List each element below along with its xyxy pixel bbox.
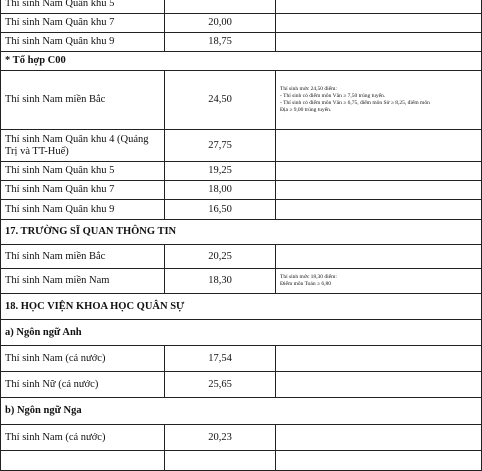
table-row xyxy=(1,200,482,220)
score-cell: 17,54 xyxy=(165,346,276,372)
score-cell: 18,00 xyxy=(165,181,276,200)
table-row xyxy=(1,425,482,451)
table-row xyxy=(1,181,482,200)
candidate-group-cell xyxy=(1,451,165,471)
note-cell xyxy=(276,346,482,372)
score-cell xyxy=(165,0,276,14)
score-cell: 18,30 xyxy=(165,269,276,294)
candidate-group-cell: Thí sinh Nam miền Bắc xyxy=(1,71,165,130)
note-cell xyxy=(276,14,482,33)
table-row xyxy=(1,71,482,130)
candidate-group-cell: Thí sinh Nam (cả nước) xyxy=(1,425,165,451)
candidate-group-cell: Thí sinh Nam Quân khu 9 xyxy=(1,33,165,52)
table-row xyxy=(1,245,482,269)
section-title: * Tổ hợp C00 xyxy=(1,52,482,71)
note-cell xyxy=(276,33,482,52)
candidate-group-cell: Thí sinh Nữ (cả nước) xyxy=(1,372,165,398)
section-title: a) Ngôn ngữ Anh xyxy=(1,320,482,346)
note-cell xyxy=(276,245,482,269)
score-cell: 27,75 xyxy=(165,130,276,162)
score-cell: 19,25 xyxy=(165,162,276,181)
table-row xyxy=(1,451,482,471)
note-line: Thí sinh mức 18,30 điểm: xyxy=(280,274,337,280)
note-cell xyxy=(276,425,482,451)
score-cell: 16,50 xyxy=(165,200,276,220)
table-row xyxy=(1,130,482,162)
note-line: - Thí sinh có điểm môn Văn ≥ 6,75, điểm môn Sử ≥ 8,25, điểm môn xyxy=(280,100,430,106)
section-header-row xyxy=(1,294,482,320)
note-cell xyxy=(276,372,482,398)
note-line: - Thí sinh có điểm môn Văn ≥ 7,50 trúng tuyển. xyxy=(280,93,386,99)
table-row xyxy=(1,33,482,52)
score-cell: 20,23 xyxy=(165,425,276,451)
section-header-row xyxy=(1,220,482,245)
score-cell: 24,50 xyxy=(165,71,276,130)
candidate-group-cell: Thí sinh Nam (cả nước) xyxy=(1,346,165,372)
candidate-group-cell: Thí sinh Nam miền Nam xyxy=(1,269,165,294)
section-title: 18. HỌC VIỆN KHOA HỌC QUÂN SỰ xyxy=(1,294,482,320)
section-header-row xyxy=(1,52,482,71)
note-cell xyxy=(276,0,482,14)
score-cell xyxy=(165,451,276,471)
table-row xyxy=(1,372,482,398)
candidate-group-cell: Thí sinh Nam Quân khu 5 xyxy=(1,0,165,14)
candidate-group-cell: Thí sinh Nam miền Bắc xyxy=(1,245,165,269)
candidate-group-cell: Thí sinh Nam Quân khu 7 xyxy=(1,181,165,200)
note-cell xyxy=(276,269,482,294)
section-header-row xyxy=(1,398,482,425)
note-cell xyxy=(276,130,482,162)
candidate-group-cell: Thí sinh Nam Quân khu 5 xyxy=(1,162,165,181)
note-cell xyxy=(276,181,482,200)
candidate-group-cell: Thí sinh Nam Quân khu 4 (Quảng Trị và TT-Huế) xyxy=(1,130,165,162)
table-body xyxy=(1,0,482,471)
note-cell xyxy=(276,71,482,130)
score-cell: 25,65 xyxy=(165,372,276,398)
section-title: 17. TRƯỜNG SĨ QUAN THÔNG TIN xyxy=(1,220,482,245)
score-cell: 20,25 xyxy=(165,245,276,269)
note-cell xyxy=(276,162,482,181)
score-cell: 20,00 xyxy=(165,14,276,33)
table-row xyxy=(1,14,482,33)
section-title: b) Ngôn ngữ Nga xyxy=(1,398,482,425)
table-row xyxy=(1,0,482,14)
note-line: Thí sinh mức 24,50 điểm: xyxy=(280,86,337,92)
note-cell xyxy=(276,451,482,471)
table-row xyxy=(1,269,482,294)
note-line: Điểm môn Toán ≥ 6,80 xyxy=(280,281,331,287)
table-row xyxy=(1,346,482,372)
section-header-row xyxy=(1,320,482,346)
candidate-group-cell: Thí sinh Nam Quân khu 7 xyxy=(1,14,165,33)
note-line: Địa ≥ 9,00 trúng tuyển. xyxy=(280,107,332,113)
note-cell xyxy=(276,200,482,220)
table-row xyxy=(1,162,482,181)
score-cell: 18,75 xyxy=(165,33,276,52)
candidate-group-cell: Thí sinh Nam Quân khu 9 xyxy=(1,200,165,220)
